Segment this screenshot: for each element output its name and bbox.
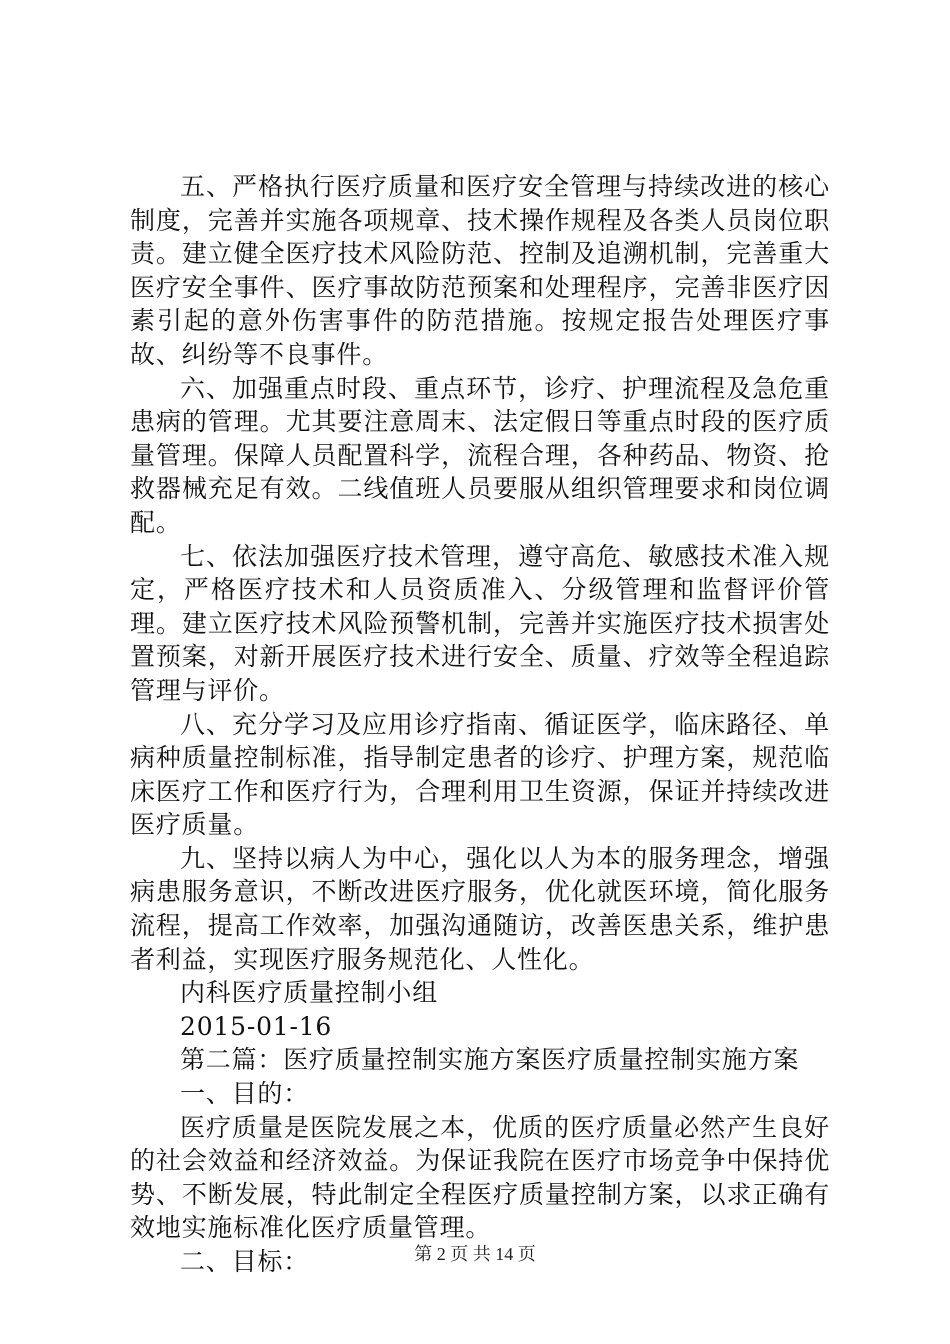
section-title: 第二篇：医疗质量控制实施方案医疗质量控制实施方案 (180, 1045, 800, 1075)
signature-group: 内科医疗质量控制小组 (180, 978, 439, 1008)
paragraph-item-9: 九、坚持以病人为中心，强化以人为本的服务理念，增强病患服务意识，不断改进医疗服务，优化就医环境，简化服务流程，提高工作效率，加强沟通随访，改善医患关系，维护患者利益，实现医疗服务规范化、人性化。 (130, 843, 830, 974)
paragraph-item-5: 五、严格执行医疗质量和医疗安全管理与持续改进的核心制度，完善并实施各项规章、技术操作规程及各类人员岗位职责。建立健全医疗技术风险防范、控制及追溯机制，完善重大医疗安全事件、医疗事故防范预案和处理程序，完善非医疗因素引起的意外伤害事件的防范措施。按规定报告处理医疗事故、纠纷等不良事件。 (130, 172, 830, 369)
signature-date: 2015-01-16 (180, 1011, 333, 1041)
document-body (130, 170, 830, 1279)
purpose-paragraph: 医疗质量是医院发展之本，优质的医疗质量必然产生良好的社会效益和经济效益。为保证我院在医疗市场竞争中保持优势、不断发展，特此制定全程医疗质量控制方案，以求正确有效地实施标准化医疗质量管理。 (130, 1112, 830, 1243)
paragraph-item-7: 七、依法加强医疗技术管理，遵守高危、敏感技术准入规定，严格医疗技术和人员资质准入、分级管理和监督评价管理。建立医疗技术风险预警机制，完善并实施医疗技术损害处置预案，对新开展医疗技术进行安全、质量、疗效等全程追踪管理与评价。 (130, 541, 830, 705)
heading-purpose: 一、目的： (180, 1079, 310, 1109)
paragraph-item-6: 六、加强重点时段、重点环节，诊疗、护理流程及急危重患病的管理。尤其要注意周末、法定假日等重点时段的医疗质量管理。保障人员配置科学，流程合理，各种药品、物资、抢救器械充足有效。二线值班人员要服从组织管理要求和岗位调配。 (130, 373, 830, 537)
page-footer: 第 2 页 共 14 页 (414, 1244, 536, 1264)
paragraph-item-8: 八、充分学习及应用诊疗指南、循证医学，临床路径、单病种质量控制标准，指导制定患者的诊疗、护理方案，规范临床医疗工作和医疗行为，合理利用卫生资源，保证并持续改进医疗质量。 (130, 709, 830, 840)
heading-goal: 二、目标： (180, 1247, 310, 1276)
